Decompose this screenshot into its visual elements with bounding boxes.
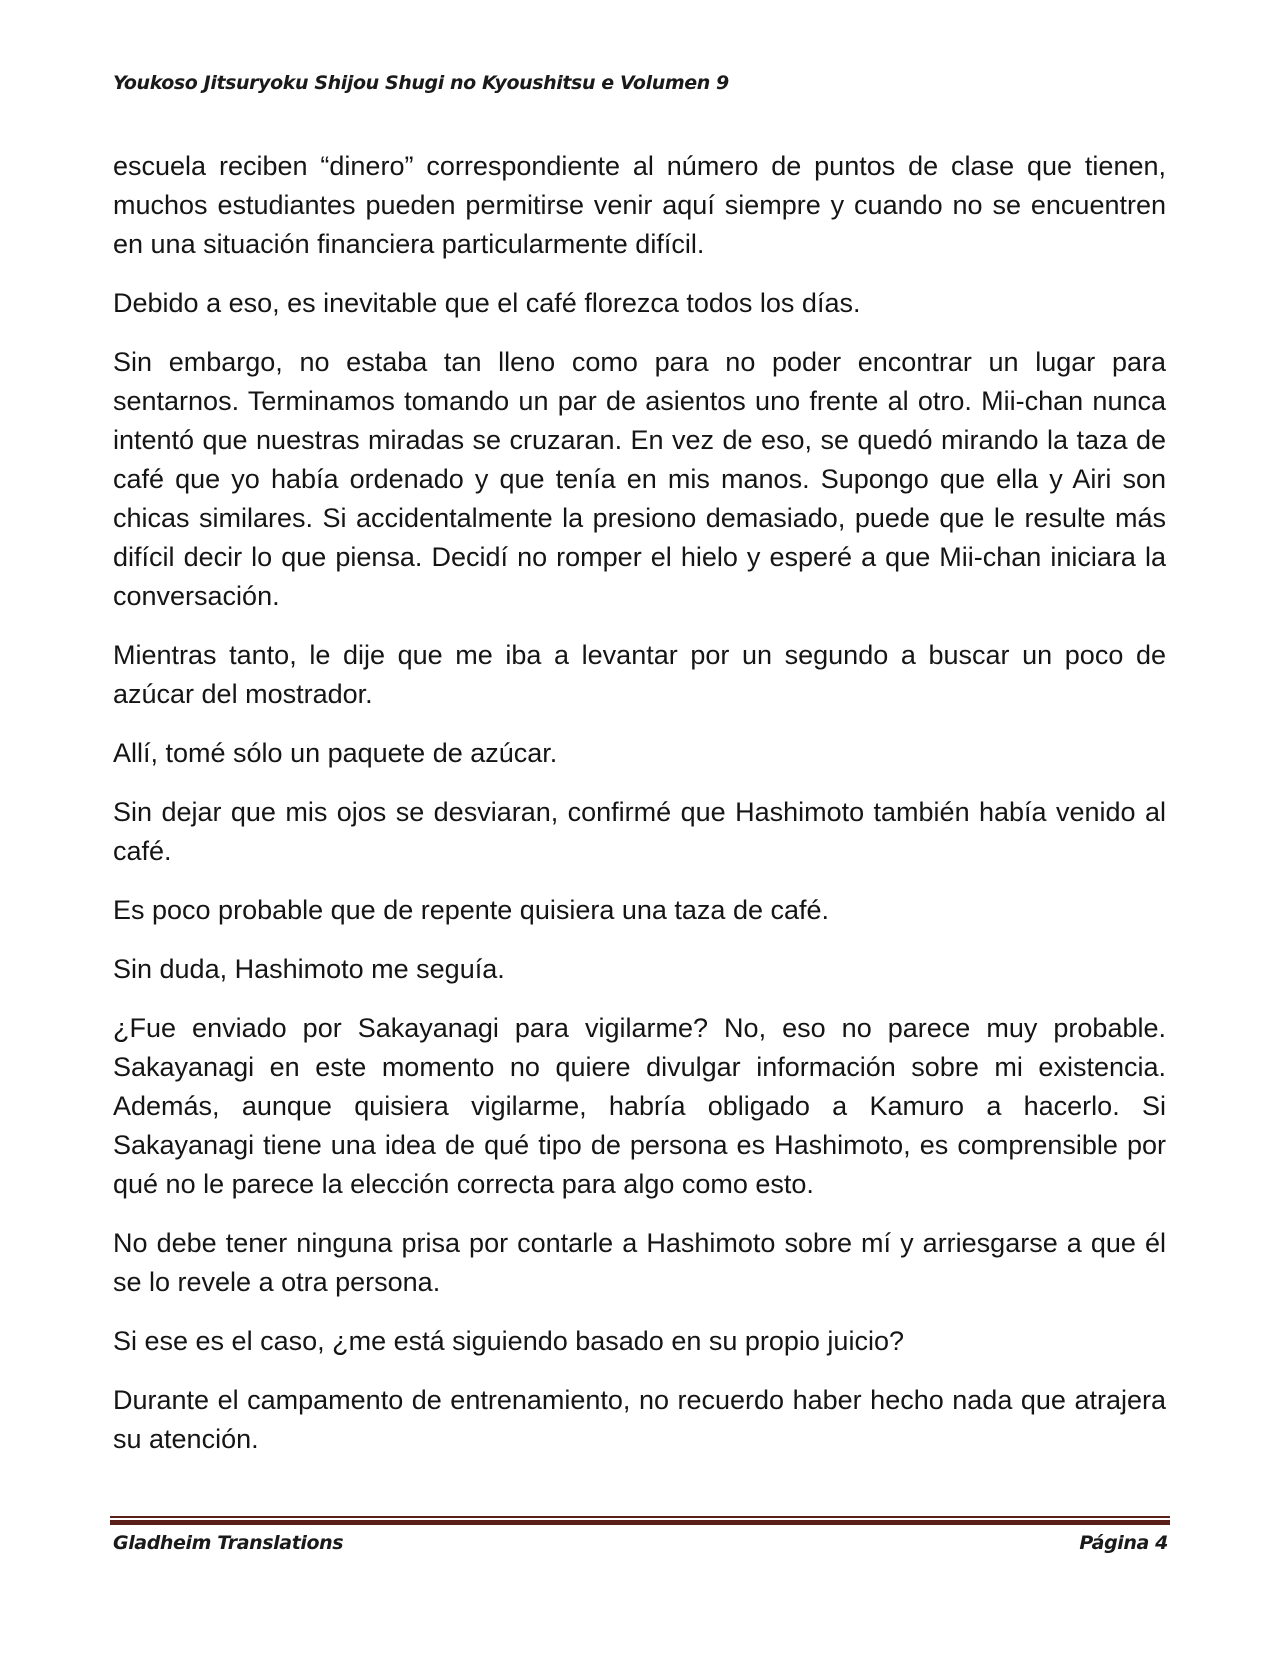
paragraph: Sin dejar que mis ojos se desviaran, confirmé que Hashimoto también había venido al café.: [113, 797, 1166, 866]
paragraph: No debe tener ninguna prisa por contarle a Hashimoto sobre mí y arriesgarse a que él se lo revele a otra persona.: [113, 1228, 1166, 1297]
paragraph: Si ese es el caso, ¿me está siguiendo basado en su propio juicio?: [113, 1326, 904, 1356]
page-header-title: Youkoso Jitsuryoku Shijou Shugi no Kyoushitsu e Volumen 9: [113, 72, 729, 94]
paragraph: Es poco probable que de repente quisiera una taza de café.: [113, 895, 830, 925]
page-body: [113, 147, 1166, 1479]
paragraph: Sin duda, Hashimoto me seguía.: [113, 954, 505, 984]
paragraph: Durante el campamento de entrenamiento, no recuerdo haber hecho nada que atrajera su atención.: [113, 1385, 1166, 1454]
footer-page-number: Página 4: [1079, 1532, 1168, 1554]
footer-divider-thick: [110, 1520, 1170, 1525]
paragraph: Debido a eso, es inevitable que el café florezca todos los días.: [113, 288, 861, 318]
paragraph: Sin embargo, no estaba tan lleno como para no poder encontrar un lugar para sentarnos. Terminamos tomando un par de asientos uno frente al otro. Mii-chan nunca intentó que nuestras miradas se cruzaran. En vez de eso, se quedó mirando la taza de café que yo había ordenado y que tenía en mis manos. Supongo que ella y Airi son chicas similares. Si accidentalmente la presiono demasiado, puede que le resulte más difícil decir lo que piensa. Decidí no romper el hielo y esperé a que Mii-chan iniciara la conversación.: [113, 347, 1166, 611]
paragraph: ¿Fue enviado por Sakayanagi para vigilarme? No, eso no parece muy probable. Sakayanagi en este momento no quiere divulgar información sobre mi existencia. Además, aunque quisiera vigilarme, habría obligado a Kamuro a hacerlo. Si Sakayanagi tiene una idea de qué tipo de persona es Hashimoto, es comprensible por qué no le parece la elección correcta para algo como esto.: [113, 1013, 1166, 1199]
footer-publisher: Gladheim Translations: [113, 1532, 344, 1554]
paragraph: Allí, tomé sólo un paquete de azúcar.: [113, 738, 558, 768]
paragraph: escuela reciben “dinero” correspondiente al número de puntos de clase que tienen, muchos estudiantes pueden permitirse venir aquí siempre y cuando no se encuentren en una situación financiera particularmente difícil.: [113, 151, 1166, 259]
paragraph: Mientras tanto, le dije que me iba a levantar por un segundo a buscar un poco de azúcar del mostrador.: [113, 640, 1166, 709]
footer-divider-thin: [110, 1516, 1170, 1518]
